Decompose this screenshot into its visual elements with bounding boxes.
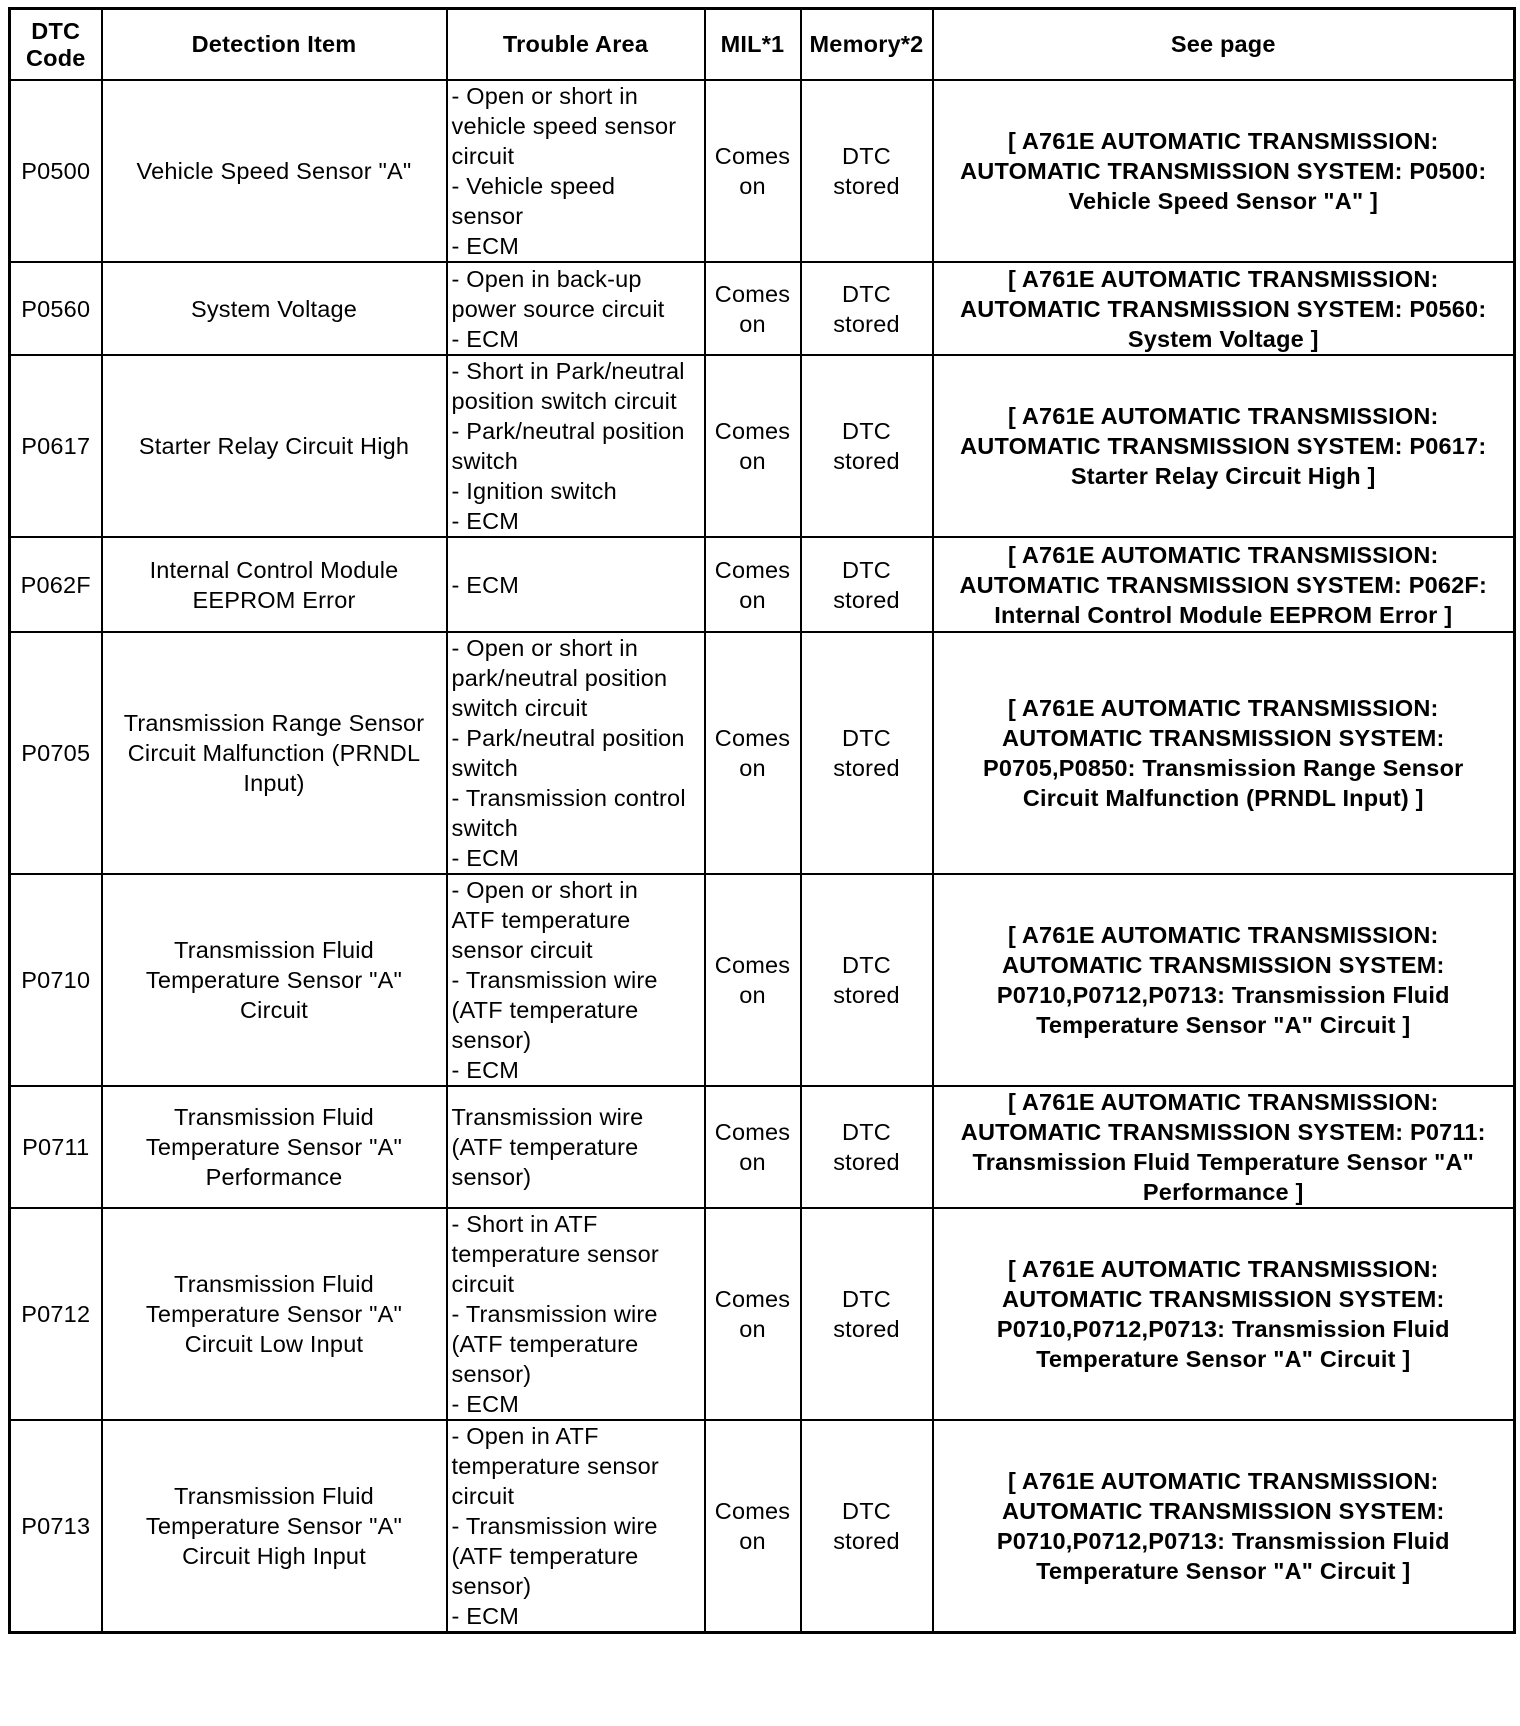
trouble-area-cell-line: - Open in ATF bbox=[451, 1423, 599, 1449]
memory-cell-line: stored bbox=[833, 448, 900, 474]
mil-cell-line: on bbox=[739, 1149, 766, 1175]
see-page-cell-line: AUTOMATIC TRANSMISSION SYSTEM: bbox=[1002, 1286, 1445, 1312]
mil-cell-line: on bbox=[739, 448, 766, 474]
see-page-cell-line: AUTOMATIC TRANSMISSION SYSTEM: bbox=[1002, 1498, 1445, 1524]
detection-item-cell bbox=[102, 1420, 447, 1633]
mil-cell-line: Comes bbox=[714, 418, 791, 444]
trouble-area-cell-line: (ATF temperature bbox=[451, 997, 639, 1023]
header-trouble-area: Trouble Area bbox=[447, 9, 705, 81]
memory-cell bbox=[801, 1086, 933, 1208]
memory-cell bbox=[801, 355, 933, 537]
dtc-code-cell: P0560 bbox=[10, 262, 102, 355]
memory-cell-line: DTC bbox=[842, 1498, 891, 1524]
memory-cell-line: stored bbox=[833, 586, 900, 613]
see-page-cell-line: [ A761E AUTOMATIC TRANSMISSION: bbox=[1007, 265, 1439, 292]
memory-cell-line: DTC bbox=[842, 725, 891, 751]
detection-item-cell-line: Transmission Range Sensor bbox=[123, 710, 425, 736]
trouble-area-cell-line: - Open in back-up bbox=[451, 265, 642, 292]
header-detection-item: Detection Item bbox=[102, 9, 447, 81]
see-page-cell[interactable] bbox=[933, 355, 1515, 537]
trouble-area-cell-line: - Short in ATF bbox=[451, 1211, 598, 1237]
trouble-area-cell-line: circuit bbox=[451, 1483, 515, 1509]
detection-item-cell-line: Vehicle Speed Sensor "A" bbox=[136, 158, 412, 184]
memory-cell-line: stored bbox=[833, 310, 900, 337]
dtc-code-cell: P0712 bbox=[10, 1208, 102, 1420]
memory-cell-line: DTC bbox=[842, 143, 891, 169]
table-body bbox=[10, 80, 1515, 1633]
memory-cell-line: DTC bbox=[842, 1119, 891, 1145]
detection-item-cell-line: Performance bbox=[205, 1164, 343, 1190]
mil-cell-line: Comes bbox=[714, 725, 791, 751]
trouble-area-cell-line: Transmission wire bbox=[451, 1104, 644, 1130]
table-row bbox=[10, 262, 1515, 355]
header-dtc-code bbox=[10, 9, 102, 81]
mil-cell-line: Comes bbox=[714, 1286, 791, 1312]
see-page-cell-line: [ A761E AUTOMATIC TRANSMISSION: bbox=[1007, 128, 1439, 154]
trouble-area-cell bbox=[447, 1208, 705, 1420]
see-page-cell-line: Temperature Sensor "A" Circuit ] bbox=[1036, 1346, 1411, 1372]
trouble-area-cell-line: temperature sensor bbox=[451, 1453, 659, 1479]
detection-item-cell-line: Temperature Sensor "A" bbox=[145, 1134, 403, 1160]
trouble-area-cell-line: sensor) bbox=[451, 1573, 532, 1599]
dtc-code-cell: P0710 bbox=[10, 874, 102, 1086]
trouble-area-cell-line: - ECM bbox=[451, 508, 520, 534]
trouble-area-cell-line: vehicle speed sensor bbox=[451, 113, 677, 139]
memory-cell bbox=[801, 537, 933, 632]
mil-cell bbox=[705, 874, 801, 1086]
see-page-cell[interactable] bbox=[933, 1420, 1515, 1633]
header-dtc-code-line: DTC bbox=[31, 17, 81, 44]
mil-cell bbox=[705, 632, 801, 874]
memory-cell bbox=[801, 262, 933, 355]
detection-item-cell bbox=[102, 355, 447, 537]
table-row bbox=[10, 355, 1515, 537]
mil-cell bbox=[705, 1208, 801, 1420]
mil-cell-line: Comes bbox=[714, 556, 791, 583]
see-page-cell-line: AUTOMATIC TRANSMISSION SYSTEM: P0500: bbox=[960, 158, 1487, 184]
trouble-area-cell-line: (ATF temperature bbox=[451, 1543, 639, 1569]
memory-cell bbox=[801, 632, 933, 874]
memory-cell bbox=[801, 874, 933, 1086]
see-page-cell-line: [ A761E AUTOMATIC TRANSMISSION: bbox=[1007, 1256, 1439, 1282]
mil-cell bbox=[705, 1420, 801, 1633]
trouble-area-cell-line: switch bbox=[451, 448, 518, 474]
memory-cell-line: stored bbox=[833, 755, 900, 781]
header-see-page: See page bbox=[933, 9, 1515, 81]
memory-cell-line: stored bbox=[833, 1528, 900, 1554]
trouble-area-cell-line: - Vehicle speed bbox=[451, 173, 616, 199]
see-page-cell[interactable] bbox=[933, 1086, 1515, 1208]
mil-cell-line: on bbox=[739, 173, 766, 199]
trouble-area-cell-line: - Ignition switch bbox=[451, 478, 617, 504]
mil-cell-line: Comes bbox=[714, 143, 791, 169]
trouble-area-cell-line: sensor circuit bbox=[451, 937, 593, 963]
trouble-area-cell-line: - ECM bbox=[451, 1603, 520, 1629]
trouble-area-cell-line: sensor) bbox=[451, 1027, 532, 1053]
trouble-area-cell-line: circuit bbox=[451, 1271, 515, 1297]
trouble-area-cell bbox=[447, 355, 705, 537]
dtc-code-cell: P0713 bbox=[10, 1420, 102, 1633]
dtc-code-cell: P0500 bbox=[10, 80, 102, 262]
detection-item-cell-line: Input) bbox=[243, 770, 305, 796]
trouble-area-cell-line: switch bbox=[451, 815, 518, 841]
detection-item-cell bbox=[102, 80, 447, 262]
see-page-cell-line: P0710,P0712,P0713: Transmission Fluid bbox=[996, 1316, 1450, 1342]
trouble-area-cell-line: sensor bbox=[451, 203, 524, 229]
table-row bbox=[10, 632, 1515, 874]
memory-cell-line: stored bbox=[833, 1316, 900, 1342]
detection-item-cell bbox=[102, 874, 447, 1086]
table-row bbox=[10, 1420, 1515, 1633]
detection-item-cell-line: Transmission Fluid bbox=[174, 1271, 374, 1297]
trouble-area-cell-line: power source circuit bbox=[451, 295, 665, 322]
mil-cell-line: on bbox=[739, 1316, 766, 1342]
memory-cell-line: DTC bbox=[842, 1286, 891, 1312]
trouble-area-cell-line: - Short in Park/neutral bbox=[451, 358, 685, 384]
trouble-area-cell bbox=[447, 632, 705, 874]
mil-cell-line: on bbox=[739, 586, 766, 613]
trouble-area-cell-line: (ATF temperature bbox=[451, 1134, 639, 1160]
detection-item-cell-line: Transmission Fluid bbox=[174, 937, 374, 963]
trouble-area-cell-line: - Park/neutral position bbox=[451, 725, 685, 751]
detection-item-cell-line: Internal Control Module bbox=[149, 556, 399, 583]
see-page-cell-line: AUTOMATIC TRANSMISSION SYSTEM: P062F: bbox=[959, 571, 1487, 598]
table-row bbox=[10, 1086, 1515, 1208]
detection-item-cell-line: EEPROM Error bbox=[192, 586, 356, 613]
trouble-area-cell-line: - ECM bbox=[451, 845, 520, 871]
see-page-cell-line: [ A761E AUTOMATIC TRANSMISSION: bbox=[1007, 922, 1439, 948]
trouble-area-cell-line: ATF temperature bbox=[451, 907, 631, 933]
table-row bbox=[10, 1208, 1515, 1420]
mil-cell-line: on bbox=[739, 310, 766, 337]
mil-cell-line: Comes bbox=[714, 1498, 791, 1524]
trouble-area-cell-line: switch circuit bbox=[451, 695, 588, 721]
detection-item-cell bbox=[102, 632, 447, 874]
dtc-code-cell: P0617 bbox=[10, 355, 102, 537]
see-page-cell-line: AUTOMATIC TRANSMISSION SYSTEM: bbox=[1002, 952, 1445, 978]
header-dtc-code-line: Code bbox=[25, 44, 86, 71]
see-page-cell-line: P0710,P0712,P0713: Transmission Fluid bbox=[996, 982, 1450, 1008]
trouble-area-cell-line: circuit bbox=[451, 143, 515, 169]
see-page-cell[interactable] bbox=[933, 1208, 1515, 1420]
dtc-table bbox=[8, 7, 1516, 1634]
mil-cell bbox=[705, 80, 801, 262]
see-page-cell-line: AUTOMATIC TRANSMISSION SYSTEM: P0711: bbox=[960, 1119, 1486, 1145]
trouble-area-cell bbox=[447, 874, 705, 1086]
see-page-cell-line: [ A761E AUTOMATIC TRANSMISSION: bbox=[1007, 403, 1439, 429]
see-page-cell-line: Internal Control Module EEPROM Error ] bbox=[994, 601, 1453, 628]
mil-cell-line: on bbox=[739, 1528, 766, 1554]
see-page-cell-line: Vehicle Speed Sensor "A" ] bbox=[1068, 188, 1379, 214]
memory-cell-line: DTC bbox=[842, 280, 891, 307]
detection-item-cell-line: Transmission Fluid bbox=[174, 1104, 374, 1130]
mil-cell-line: Comes bbox=[714, 280, 791, 307]
trouble-area-cell bbox=[447, 262, 705, 355]
memory-cell bbox=[801, 80, 933, 262]
see-page-cell-line: P0705,P0850: Transmission Range Sensor bbox=[983, 755, 1464, 781]
mil-cell-line: on bbox=[739, 755, 766, 781]
see-page-cell-line: Transmission Fluid Temperature Sensor "A" bbox=[972, 1149, 1474, 1175]
trouble-area-cell-line: - Open or short in bbox=[451, 877, 638, 903]
mil-cell bbox=[705, 1086, 801, 1208]
trouble-area-cell-line: switch bbox=[451, 755, 518, 781]
detection-item-cell-line: Circuit Low Input bbox=[184, 1331, 364, 1357]
mil-cell-line: Comes bbox=[714, 952, 791, 978]
mil-cell-line: Comes bbox=[714, 1119, 791, 1145]
see-page-cell-line: P0710,P0712,P0713: Transmission Fluid bbox=[996, 1528, 1450, 1554]
table-row bbox=[10, 80, 1515, 262]
memory-cell-line: DTC bbox=[842, 418, 891, 444]
dtc-code-cell: P0711 bbox=[10, 1086, 102, 1208]
trouble-area-cell-line: sensor) bbox=[451, 1164, 532, 1190]
memory-cell-line: DTC bbox=[842, 556, 891, 583]
mil-cell-line: on bbox=[739, 982, 766, 1008]
detection-item-cell-line: Starter Relay Circuit High bbox=[138, 433, 410, 459]
trouble-area-cell-line: (ATF temperature bbox=[451, 1331, 639, 1357]
trouble-area-cell-line: - ECM bbox=[451, 571, 520, 598]
see-page-cell-line: [ A761E AUTOMATIC TRANSMISSION: bbox=[1007, 1468, 1439, 1494]
see-page-cell-line: [ A761E AUTOMATIC TRANSMISSION: bbox=[1007, 541, 1439, 568]
memory-cell-line: stored bbox=[833, 1149, 900, 1175]
trouble-area-cell-line: park/neutral position bbox=[451, 665, 668, 691]
see-page-cell-line: [ A761E AUTOMATIC TRANSMISSION: bbox=[1007, 1089, 1439, 1115]
see-page-cell-line: Temperature Sensor "A" Circuit ] bbox=[1036, 1558, 1411, 1584]
trouble-area-cell-line: - ECM bbox=[451, 325, 520, 352]
trouble-area-cell-line: sensor) bbox=[451, 1361, 532, 1387]
trouble-area-cell bbox=[447, 1420, 705, 1633]
header-row bbox=[10, 9, 1515, 81]
trouble-area-cell-line: - Transmission control bbox=[451, 785, 686, 811]
table-row bbox=[10, 537, 1515, 632]
trouble-area-cell bbox=[447, 80, 705, 262]
trouble-area-cell-line: position switch circuit bbox=[451, 388, 677, 414]
detection-item-cell bbox=[102, 537, 447, 632]
table-header bbox=[10, 9, 1515, 81]
dtc-code-cell: P0705 bbox=[10, 632, 102, 874]
trouble-area-cell bbox=[447, 537, 705, 632]
mil-cell bbox=[705, 537, 801, 632]
see-page-cell-line: [ A761E AUTOMATIC TRANSMISSION: bbox=[1007, 695, 1439, 721]
trouble-area-cell-line: - Open or short in bbox=[451, 83, 638, 109]
see-page-cell-line: AUTOMATIC TRANSMISSION SYSTEM: bbox=[1002, 725, 1445, 751]
see-page-cell-line: Temperature Sensor "A" Circuit ] bbox=[1036, 1012, 1411, 1038]
trouble-area-cell-line: - ECM bbox=[451, 233, 520, 259]
see-page-cell-line: System Voltage ] bbox=[1127, 325, 1319, 352]
see-page-cell[interactable] bbox=[933, 874, 1515, 1086]
memory-cell-line: stored bbox=[833, 173, 900, 199]
detection-item-cell-line: Circuit Malfunction (PRNDL bbox=[127, 740, 421, 766]
trouble-area-cell-line: - Transmission wire bbox=[451, 967, 658, 993]
trouble-area-cell-line: - ECM bbox=[451, 1057, 520, 1083]
see-page-cell-line: Circuit Malfunction (PRNDL Input) ] bbox=[1022, 785, 1424, 811]
see-page-cell-line: AUTOMATIC TRANSMISSION SYSTEM: P0560: bbox=[960, 295, 1487, 322]
trouble-area-cell-line: - ECM bbox=[451, 1391, 520, 1417]
detection-item-cell-line: Circuit bbox=[240, 997, 308, 1023]
mil-cell bbox=[705, 262, 801, 355]
see-page-cell[interactable] bbox=[933, 537, 1515, 632]
detection-item-cell bbox=[102, 262, 447, 355]
trouble-area-cell-line: - Transmission wire bbox=[451, 1301, 658, 1327]
see-page-cell[interactable] bbox=[933, 80, 1515, 262]
detection-item-cell-line: Temperature Sensor "A" bbox=[145, 1513, 403, 1539]
header-memory: Memory*2 bbox=[801, 9, 933, 81]
trouble-area-cell-line: temperature sensor bbox=[451, 1241, 659, 1267]
see-page-cell-line: Starter Relay Circuit High ] bbox=[1070, 463, 1376, 489]
dtc-code-cell: P062F bbox=[10, 537, 102, 632]
detection-item-cell bbox=[102, 1208, 447, 1420]
see-page-cell[interactable] bbox=[933, 632, 1515, 874]
memory-cell bbox=[801, 1420, 933, 1633]
memory-cell bbox=[801, 1208, 933, 1420]
detection-item-cell-line: Temperature Sensor "A" bbox=[145, 967, 403, 993]
memory-cell-line: DTC bbox=[842, 952, 891, 978]
mil-cell bbox=[705, 355, 801, 537]
trouble-area-cell-line: - Transmission wire bbox=[451, 1513, 658, 1539]
memory-cell-line: stored bbox=[833, 982, 900, 1008]
see-page-cell[interactable] bbox=[933, 262, 1515, 355]
detection-item-cell-line: Transmission Fluid bbox=[174, 1483, 374, 1509]
detection-item-cell-line: Temperature Sensor "A" bbox=[145, 1301, 403, 1327]
detection-item-cell-line: System Voltage bbox=[190, 295, 358, 322]
see-page-cell-line: AUTOMATIC TRANSMISSION SYSTEM: P0617: bbox=[960, 433, 1487, 459]
trouble-area-cell-line: - Park/neutral position bbox=[451, 418, 685, 444]
see-page-cell-line: Performance ] bbox=[1142, 1179, 1304, 1205]
table-row bbox=[10, 874, 1515, 1086]
detection-item-cell-line: Circuit High Input bbox=[182, 1543, 366, 1569]
header-mil: MIL*1 bbox=[705, 9, 801, 81]
detection-item-cell bbox=[102, 1086, 447, 1208]
trouble-area-cell-line: - Open or short in bbox=[451, 635, 638, 661]
trouble-area-cell bbox=[447, 1086, 705, 1208]
